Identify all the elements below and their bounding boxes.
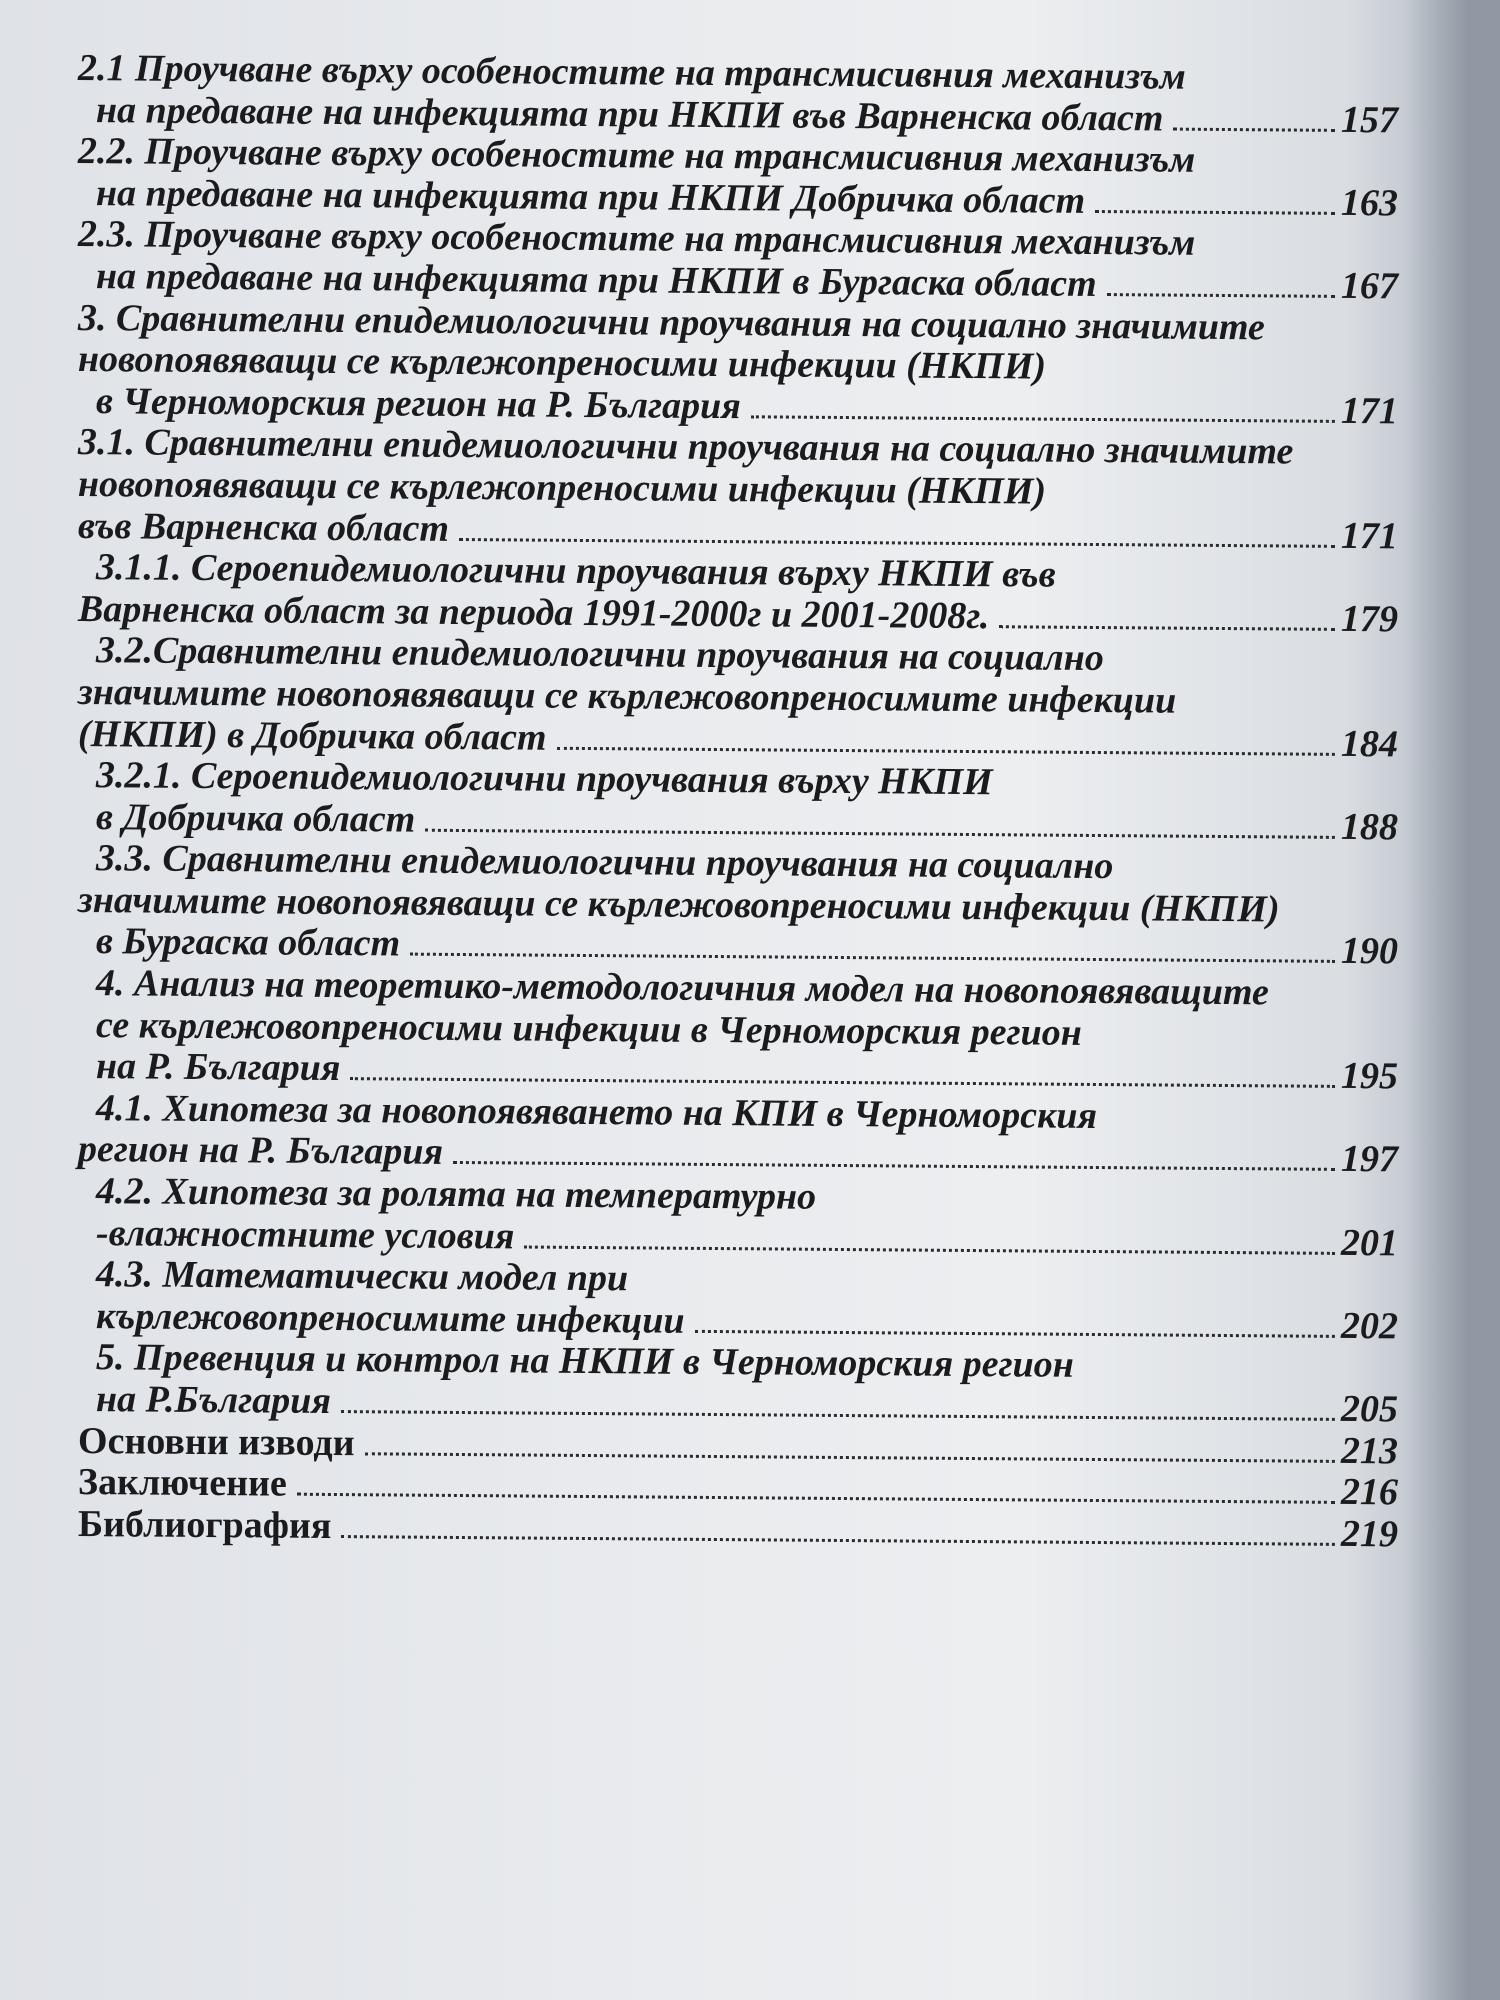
toc-entry-4-line-1: 4. Анализ на теоретико-методологичния модел на новопоявяващите — [95, 962, 1270, 1014]
toc-entry-3-1 — [77, 421, 1399, 557]
toc-entry-3-1-1 — [77, 546, 1399, 641]
toc-entry-4-3-line-1: 4.3. Математически модел при — [95, 1253, 629, 1300]
dot-leader — [999, 625, 1335, 631]
toc-entry-5-line-2: на Р.България 205 — [95, 1378, 1399, 1431]
dot-leader — [459, 538, 1335, 548]
toc-entry-3-2-1 — [78, 754, 1399, 849]
toc-entry-4-line-3: на Р. България 195 — [95, 1045, 1399, 1098]
dot-leader — [556, 746, 1334, 755]
page-number: 197 — [1340, 1138, 1399, 1181]
toc-entry-3-2-1-line-2: в Добричка област 188 — [95, 795, 1399, 849]
dot-leader — [341, 1410, 1335, 1421]
page-number: 205 — [1340, 1387, 1399, 1431]
toc-entry-bibliography: Библиография 219 — [77, 1502, 1399, 1556]
page-number: 219 — [1340, 1512, 1399, 1556]
page-number: 202 — [1340, 1304, 1399, 1348]
toc-entry-4-2-line-2: -влажностните условия 201 — [95, 1211, 1399, 1264]
toc-entry-3-1-line-2: новопоявяващи се кърлежопреносими инфекции (НКПИ) — [77, 462, 1047, 513]
page-number: 167 — [1340, 264, 1399, 308]
dot-leader — [1173, 127, 1335, 131]
toc-entry-4-2-line-1: 4.2. Хипотеза за ролята на температурно — [95, 1170, 817, 1218]
toc-entry-4 — [78, 962, 1399, 1098]
page-number: 157 — [1340, 98, 1399, 141]
toc-entry-3-2-1-line-1: 3.2.1. Сероепидемиологични проучвания върху НКПИ — [95, 754, 993, 804]
toc-entry-3-2 — [77, 629, 1399, 765]
page-number: 190 — [1340, 930, 1399, 973]
toc-entry-3-line-1: 3. Сравнителни епидемиологични проучвания на социално значимите — [77, 296, 1266, 348]
toc-entry-3-1-line-3: във Варненска област 171 — [77, 504, 1399, 557]
toc-entry-3-line-2: новопоявяващи се кърлежопреносими инфекции (НКПИ) — [77, 338, 1047, 388]
dot-leader — [365, 1452, 1335, 1463]
page-number: 184 — [1340, 722, 1399, 765]
dot-leader — [410, 953, 1335, 963]
page-number: 188 — [1340, 805, 1399, 849]
toc-entry-3-3-line-2: значимите новопоявяващи се кърлежовопреносими инфекции (НКПИ) — [77, 878, 1280, 931]
toc-entry-2-1-line-2: на предаване на инфекцията при НКПИ във Варненска област 157 — [95, 88, 1399, 141]
toc-entry-4-3 — [78, 1253, 1399, 1348]
toc-entry-4-1-line-2: регион на Р. България 197 — [77, 1128, 1399, 1181]
page-number: 213 — [1340, 1429, 1399, 1472]
page-number: 216 — [1340, 1471, 1399, 1514]
toc-entry-4-1 — [77, 1086, 1399, 1181]
toc-entry-3-3 — [77, 837, 1399, 973]
toc-entry-3-2-line-2: значимите новопоявяващи се кърлежовопреносимите инфекции — [77, 670, 1177, 722]
toc-entry-3-3-line-1: 3.3. Сравнителни епидемиологични проучвания на социално — [95, 837, 1114, 888]
page-number: 201 — [1340, 1221, 1399, 1264]
dot-leader — [751, 415, 1335, 423]
dot-leader — [524, 1245, 1335, 1254]
page-number: 171 — [1340, 389, 1399, 433]
toc-entry-3-1-line-1: 3.1. Сравнителни епидемиологични проучвания на социално значимите — [77, 421, 1294, 473]
toc-entry-2-1 — [77, 47, 1399, 141]
toc-entry-5 — [78, 1336, 1399, 1431]
toc-entry-2-3 — [77, 213, 1399, 308]
toc-entry-3-1-1-line-1: 3.1.1. Сероепидемиологични проучвания върху НКПИ във — [95, 546, 1056, 596]
dot-leader — [425, 828, 1335, 838]
toc-entry-2-2-line-2: на предаване на инфекцията при НКПИ Добричка област 163 — [95, 171, 1399, 225]
dot-leader — [453, 1161, 1335, 1171]
toc-entry-2-3-line-1: 2.3. Проучване върху особеностите на трансмисивния механизъм — [77, 213, 1196, 265]
toc-entry-4-line-2: се кърлежовопреносими инфекции в Черноморския регион — [95, 1003, 1082, 1054]
table-of-contents — [77, 47, 1399, 1556]
toc-entry-conclusions: Основни изводи 213 — [77, 1419, 1399, 1472]
toc-entry-2-2-line-1: 2.2. Проучване върху особеностите на трансмисивния механизъм — [77, 130, 1196, 181]
toc-entry-5-line-1: 5. Превенция и контрол на НКПИ в Черноморския регион — [95, 1336, 1074, 1387]
toc-entry-4-2 — [78, 1170, 1399, 1264]
toc-entry-3-2-line-1: 3.2.Сравнителни епидемиологични проучвания на социално — [95, 629, 1104, 680]
toc-entry-3-3-line-3: в Бургаска област 190 — [95, 920, 1399, 973]
dot-leader — [695, 1330, 1335, 1338]
toc-entry-3-line-3: в Черноморския регион на Р. България 171 — [95, 379, 1399, 433]
toc-entry-4-1-line-1: 4.1. Хипотеза за новопоявяването на КПИ в Черноморския — [95, 1086, 1098, 1137]
toc-entry-3 — [77, 296, 1399, 433]
page-number: 179 — [1340, 597, 1399, 641]
page-number: 171 — [1340, 514, 1399, 557]
toc-entry-3-2-line-3: (НКПИ) в Добричка област 184 — [77, 712, 1399, 765]
dot-leader — [297, 1493, 1335, 1504]
page-number: 195 — [1340, 1055, 1399, 1098]
dot-leader — [341, 1535, 1335, 1546]
toc-entry-4-3-line-2: кърлежовопреносимите инфекции 202 — [95, 1294, 1399, 1348]
toc-entry-closing: Заключение 216 — [77, 1461, 1399, 1514]
toc-entry-2-2 — [77, 130, 1399, 225]
toc-entry-2-1-line-1: 2.1 Проучване върху особеностите на трансмисивния механизъм — [77, 47, 1186, 98]
page-number: 163 — [1340, 181, 1399, 225]
page-spine-shadow — [1405, 0, 1465, 2000]
toc-entry-2-3-line-2: на предаване на инфекцията при НКПИ в Бургаска област 167 — [95, 255, 1399, 308]
dot-leader — [1095, 210, 1335, 215]
dot-leader — [1107, 293, 1335, 298]
toc-entry-3-1-1-line-2: Варненска област за периода 1991-2000г и 2001-2008г. 179 — [77, 587, 1399, 641]
dot-leader — [350, 1077, 1335, 1088]
